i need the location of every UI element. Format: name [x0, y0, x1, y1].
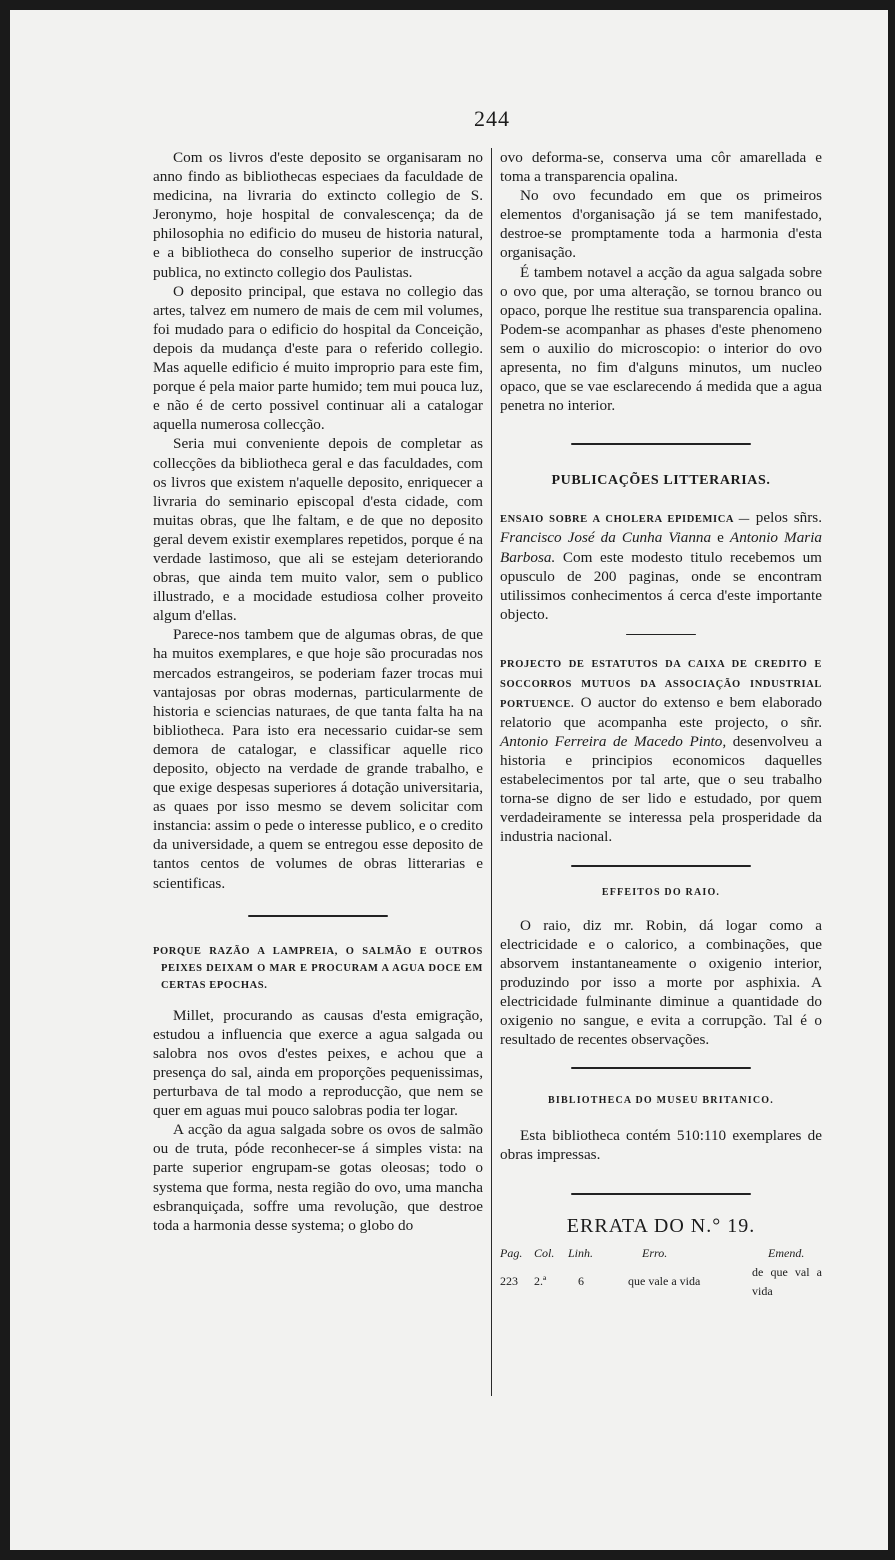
book-heading: PROJECTO DE ESTATUTOS DA CAIXA DE CREDITO E SOCCORROS MUTUOS DA ASSOCIAÇÃO INDUSTRIAL PORTUENCE. [500, 658, 822, 710]
article-title: BIBLIOTHECA DO MUSEU BRITANICO. [548, 1095, 774, 1107]
table-cell: que vale a vida [628, 1274, 701, 1289]
table-cell: 6 [578, 1274, 584, 1289]
page-number: 244 [474, 106, 510, 131]
book-heading: ENSAIO SOBRE A CHOLERA EPIDEMICA — [500, 514, 750, 526]
table-cell: de que val a vida [752, 1264, 822, 1298]
author-name: Antonio Ferreira de Macedo Pinto, [500, 732, 727, 750]
column-header: Linh. [568, 1245, 594, 1260]
paragraph: Parece-nos tambem que de algumas obras, de que ha muitos exemplares, e que hoje são procuradas nos mercados estrangeiros, se poderiam fazer trocas mui vantajosas por obras modernas, particularmente de historia e sciencias naturaes, de que tanta falta ha na bibliotheca. Para isto era necessario cuidar-se sem demora de catalogar, e classificar aquelle rico deposito, objecto na verdade de grande trabalho, e que exige despesas superiores á dotação universitaria, as quaes por isso mesmo se devem solicitar com instancia: assim o pede o interesse publico, e o credito da universidade, a quem se entregou esse deposito de tantos centos de volumes de obras litterarias e scientificas. [153, 626, 483, 892]
paragraph: Com os livros d'este deposito se organisaram no anno findo as bibliothecas especiaes da faculdade de medicina, na livraria do extincto collegio de S. Jeronymo, hoje hospital de convalescença; da de philosophia no edificio do museu de historia natural, e a bibliotheca do conselho superior de instrucção publica, no extincto collegio dos Paulistas. [153, 149, 483, 281]
column-header: Erro. [642, 1245, 668, 1260]
paragraph: O deposito principal, que estava no collegio das artes, talvez em numero de mais de cem mil volumes, foi mudado para o edificio do hospital da Conceição, depois da mudança d'este para o referido collegio. Mas aquelle edificio é muito improprio para este fim, porque é pela maior parte humido; tem mui pouca luz, e não é de certo possivel continuar ali a catalogar aquella numerosa collecção. [153, 282, 483, 434]
paragraph: O raio, diz mr. Robin, dá logar como a electricidade e o calorico, a combinações, que absorvem instantaneamente o oxigenio interior, produzindo por isso a morte por asphixia. A electricidade fulminante diminue a quantidade do oxigenio no sangue, e evita a corrupção. Tal é o resultado de recentes observações. [500, 916, 822, 1049]
left-column [153, 148, 483, 1235]
article-heading: PORQUE RAZÃO A LAMPREIA, O SALMÃO E OUTROS PEIXES DEIXAM O MAR E PROCURAM A AGUA DOCE EM CERTAS EPOCHAS. [153, 945, 483, 991]
table-cell: 223 [500, 1274, 518, 1289]
right-column [500, 148, 822, 1301]
section-title: PUBLICAÇÕES LITTERARIAS. [551, 473, 771, 489]
author-name: Antonio Maria Barbosa. [500, 529, 823, 566]
table-row [500, 1263, 822, 1301]
column-header: Emend. [768, 1245, 805, 1260]
errata-table [500, 1244, 822, 1301]
paragraph: ovo deforma-se, conserva uma côr amarellada e toma a transparencia opalina. [500, 149, 822, 186]
paragraph: É tambem notavel a acção da agua salgada sobre o ovo que, por uma alteração, se tornou branco ou opaco, porque lhe restitue sua transparencia opalina. Podem-se acompanhar as phases d'este phenomeno sem o auxilio do microscopio: o interior do ovo apresenta, no fim d'alguns minutos, um nucleo opaco, que se vae esclarecendo á medida que a agua penetra no interior. [500, 263, 822, 415]
table-header-row [500, 1244, 822, 1263]
column-header: Pag. [500, 1245, 523, 1260]
review-text: desenvolveu a historia e principios economicos daquelles estabelecimentos por tal arte, que o seu trabalho torna-se digno de ser lido e estudado, por quem verdadeiramente se interessa pela prosperidade da industria nacional. [500, 732, 822, 846]
review-text: O auctor do extenso e bem elaborado relatorio que acompanha este projecto, o sñr. [500, 693, 823, 731]
review-text: pelos sñrs. [755, 509, 823, 527]
column-header: Col. [534, 1245, 555, 1260]
column-divider [491, 148, 492, 1396]
review-text: Com este modesto titulo recebemos um opusculo de 200 paginas, onde se encontram utilissimos conhecimentos á cerca d'este importante objecto. [500, 548, 822, 623]
paragraph: Esta bibliotheca contém 510:110 exemplares de obras impressas. [500, 1127, 822, 1164]
errata-title: ERRATA DO N.° 19. [566, 1214, 756, 1237]
paragraph: Millet, procurando as causas d'esta emigração, estudou a influencia que exerce a agua salgada ou salobra nos ovos d'estes peixes, e achou que a presença do sal, ainda em proporções pequenissimas, perturbava de tal modo a reproducção, que nem se quer em aguas mui pouco salobras podia ter logar. [153, 1006, 483, 1120]
article-title: EFFEITOS DO RAIO. [601, 886, 721, 898]
paragraph: A acção da agua salgada sobre os ovos de salmão ou de truta, póde reconhecer-se á simples vista: na parte superior engrupam-se gotas oleosas; todo o systema que forma, nesta região do ovo, uma mancha esbranquiçada, soffre uma revolução, que destroe toda a harmonia desse systema; o globo do [153, 1121, 483, 1234]
review-text: e [717, 529, 724, 547]
paragraph: No ovo fecundado em que os primeiros elementos d'organisação já se tem manifestado, destroe-se promptamente toda a harmonia d'esta organisação. [500, 187, 822, 262]
paragraph: Seria mui conveniente depois de completar as collecções da bibliotheca geral e das faculdades, com os livros que existem n'aquelle deposito, enriquecer a livraria do seminario episcopal d'esta cidade, com muitas obras, que lhe faltam, e de que no deposito geral devem existir exemplares repetidos, porque é na verdade lastimoso, que ali se estejam deteriorando obras, que ainda tem muito valor, sem o publico illustrado, e a mocidade estudiosa colher proveito algum d'ellas. [153, 435, 483, 625]
table-cell: 2.ª [534, 1274, 547, 1289]
author-name: Francisco José da Cunha Vianna [500, 529, 712, 547]
